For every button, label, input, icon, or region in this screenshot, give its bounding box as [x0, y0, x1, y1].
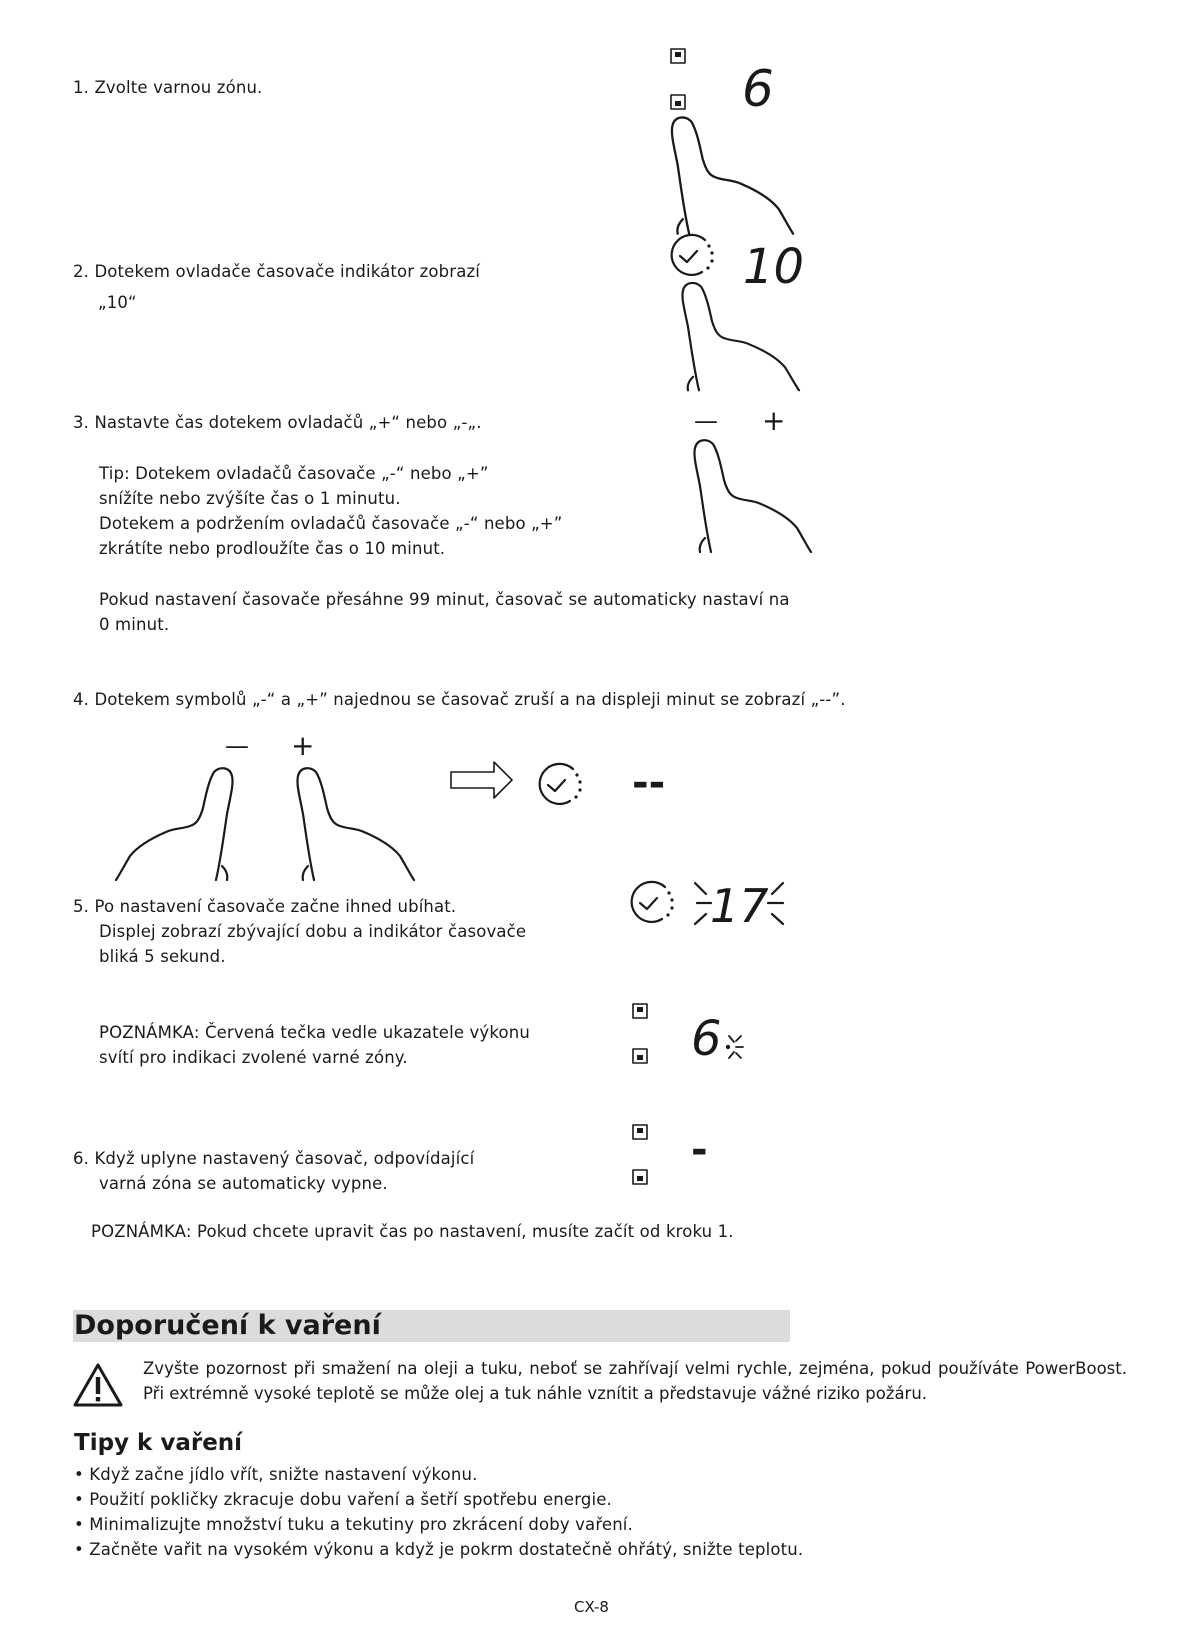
step-5-text-line: Displej zobrazí zbývající dobu a indikátor časovače [99, 922, 527, 941]
step-5-illustration [628, 876, 808, 946]
step-1-illustration [660, 44, 820, 234]
note-1-line: svítí pro indikaci zvolené varné zóny. [99, 1048, 408, 1067]
svg-text:--: -- [632, 760, 666, 806]
zone-selector-icon [671, 49, 685, 63]
step-2-text: 2. Dotekem ovladače časovače indikátor zobrazí [73, 262, 481, 281]
step-6-text-line: varná zóna se automaticky vypne. [99, 1174, 388, 1193]
step-3-illustration [672, 404, 832, 554]
page-number: CX-8 [574, 1598, 609, 1616]
tips-list-item: • Použití pokličky zkracuje dobu vaření a šetří spotřebu energie. [74, 1490, 612, 1509]
note-2: POZNÁMKA: Pokud chcete upravit čas po nastavení, musíte začít od kroku 1. [91, 1222, 734, 1241]
note-1-line: POZNÁMKA: Červená tečka vedle ukazatele výkonu [99, 1023, 530, 1042]
tips-list-item: • Když začne jídlo vřít, snižte nastavení výkonu. [74, 1465, 478, 1484]
section-title: Doporučení k vaření [74, 1310, 381, 1341]
step-6-text: 6. Když uplyne nastavený časovač, odpovídající [73, 1149, 475, 1168]
tips-list-item: • Minimalizujte množství tuku a tekutiny pro zkrácení doby vaření. [74, 1515, 633, 1534]
warning-text: Zvyšte pozornost při smažení na oleji a tuku, neboť se zahřívají velmi rychle, zejména, pokud používáte PowerBoost. Při extrémně vysoké teplotě se může olej a tuk náhle vznítit a představuje vážné riziko požáru. [143, 1359, 1127, 1403]
zone-selector-icon [671, 95, 685, 109]
step-4-text: 4. Dotekem symbolů „-“ a „+” najednou se časovač zruší a na displeji minut se zobrazí „--”. [73, 690, 846, 709]
step-3-tip-line: Tip: Dotekem ovladačů časovače „-“ nebo „+” [99, 464, 489, 483]
step-5-text: 5. Po nastavení časovače začne ihned ubíhat. [73, 897, 457, 916]
plus-button-symbol: + [762, 404, 786, 437]
svg-text:17: 17 [710, 879, 769, 933]
svg-text:6: 6 [691, 1011, 722, 1067]
blink-rays-icon [726, 1036, 743, 1058]
arrow-right-icon [451, 762, 512, 798]
hand-icon [682, 283, 799, 390]
step-1-text: 1. Zvolte varnou zónu. [73, 78, 263, 97]
running-timer-display [710, 879, 769, 933]
note-1-illustration [625, 1000, 765, 1090]
step-3-note-line: 0 minut. [99, 615, 170, 634]
step-3-text: 3. Nastavte čas dotekem ovladačů „+“ nebo „-„. [73, 413, 482, 432]
svg-text:6: 6 [742, 60, 774, 118]
plus-button-symbol: + [291, 729, 315, 762]
step-2-text-value: „10“ [98, 293, 137, 312]
off-display [691, 1127, 708, 1173]
timer-icon [540, 764, 582, 804]
zone-selector-icon [633, 1125, 647, 1139]
hand-icon [116, 768, 233, 880]
svg-text:10: 10 [743, 239, 805, 295]
minus-button-symbol: — [694, 407, 718, 435]
power-display [691, 1011, 722, 1067]
step-3-note-line: Pokud nastavení časovače přesáhne 99 minut, časovač se automaticky nastaví na [99, 590, 790, 609]
hand-icon [672, 117, 793, 233]
timer-display [743, 239, 804, 295]
step-3-tip-line: zkrátíte nebo prodloužíte čas o 10 minut. [99, 539, 446, 558]
timer-icon [632, 882, 674, 922]
cancel-display [632, 760, 665, 806]
step-3-tip-line: snížíte nebo zvýšíte čas o 1 minutu. [99, 489, 401, 508]
svg-text:-: - [691, 1127, 708, 1173]
minus-button-symbol: — [225, 732, 249, 760]
timer-icon [672, 235, 714, 275]
step-4-illustration [124, 728, 684, 878]
step-3-tip-line: Dotekem a podržením ovladačů časovače „-“ nebo „+” [99, 514, 563, 533]
warning-icon [74, 1362, 124, 1408]
hand-icon [694, 440, 811, 552]
power-display [742, 60, 774, 118]
hand-icon [297, 768, 414, 880]
zone-selector-icon [633, 1004, 647, 1018]
step-5-text-line: bliká 5 sekund. [99, 947, 226, 966]
step-2-illustration [665, 230, 825, 385]
step-6-illustration [625, 1120, 725, 1200]
zone-selector-icon [633, 1049, 647, 1063]
tips-list-item: • Začněte vařit na vysokém výkonu a když je pokrm dostatečně ohřátý, snižte teplotu. [74, 1540, 804, 1559]
tips-title: Tipy k vaření [74, 1430, 243, 1456]
zone-selector-icon [633, 1170, 647, 1184]
